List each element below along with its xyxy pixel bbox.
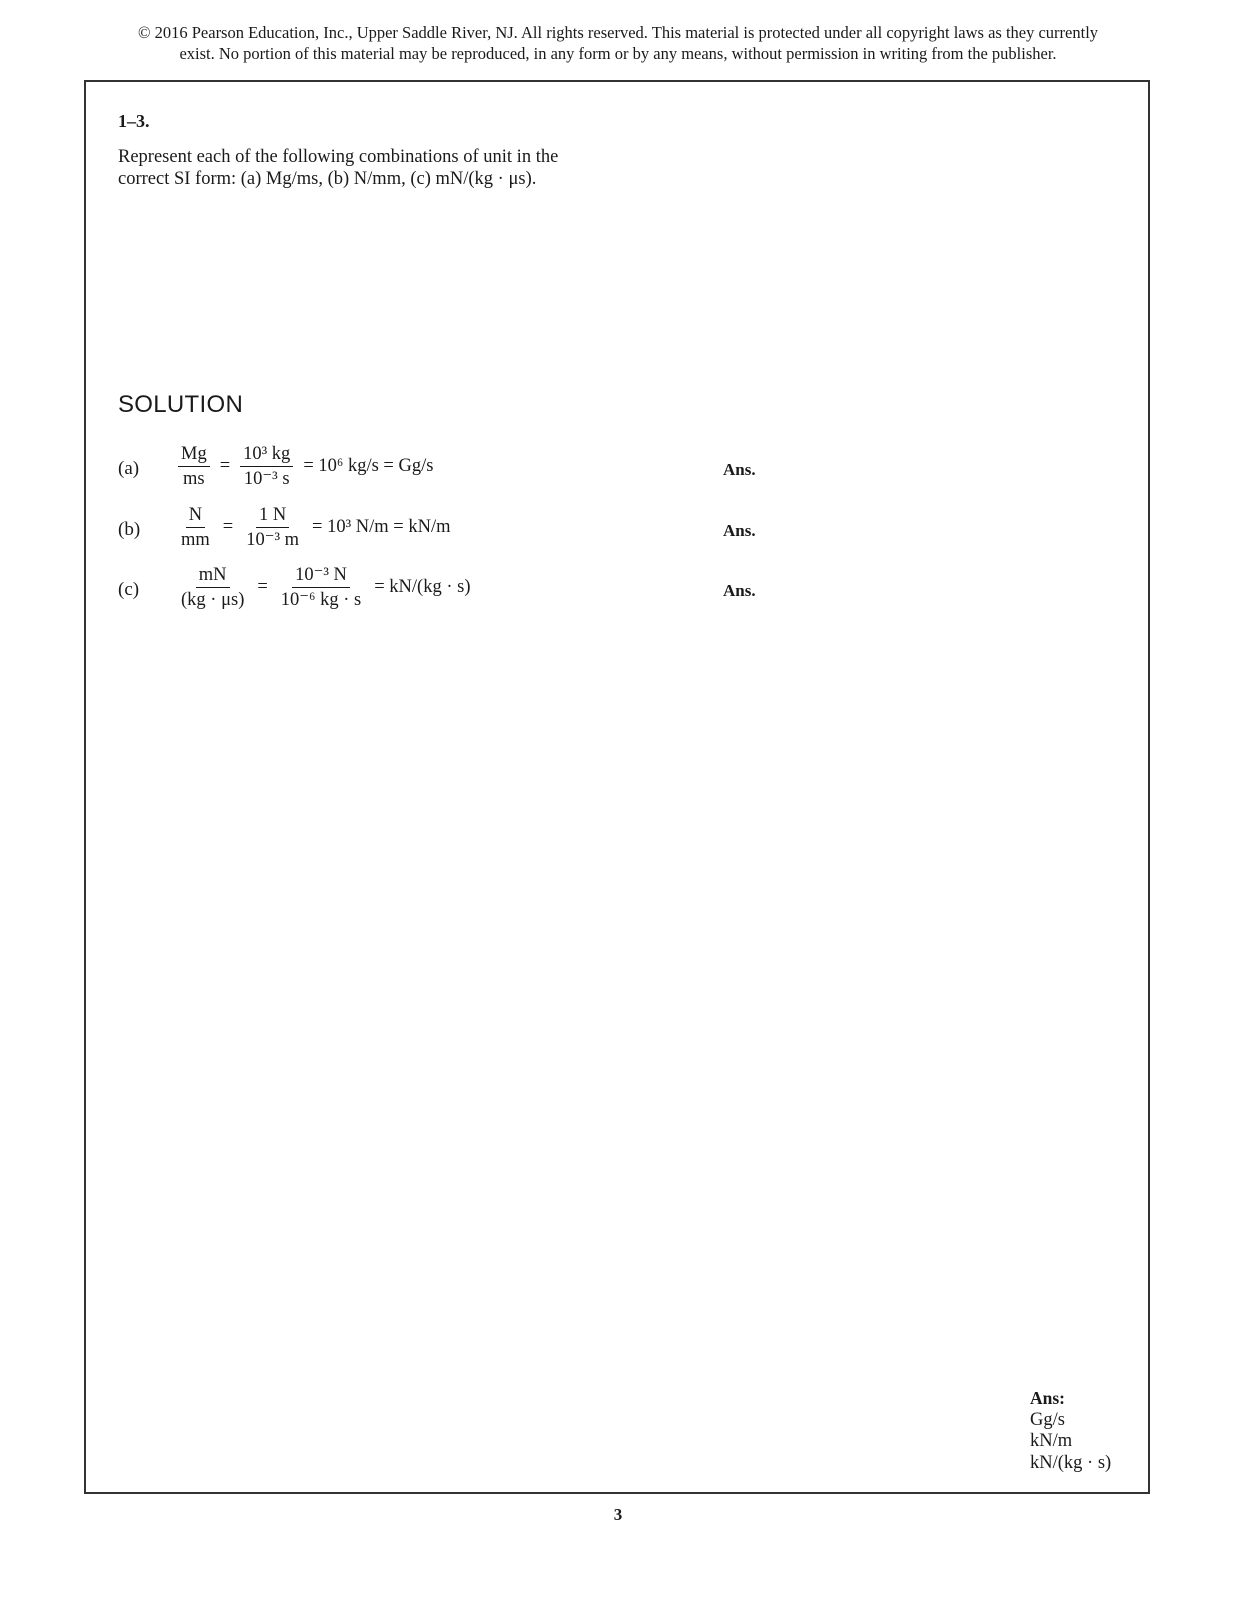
- numerator: 10³ kg: [240, 444, 293, 467]
- fraction: [240, 444, 293, 489]
- numerator: Mg: [178, 444, 210, 467]
- result: = 10³ N/m = kN/m: [312, 517, 451, 537]
- solution-part-a: [0, 440, 1236, 500]
- denominator: mm: [181, 530, 210, 550]
- result: = 10⁶ kg/s = Gg/s: [303, 456, 434, 476]
- part-label: (a): [118, 458, 140, 479]
- part-label: (b): [118, 519, 141, 540]
- solution-heading: SOLUTION: [118, 391, 244, 418]
- copyright-line-2: exist. No portion of this material may be reproduced, in any form or by any means, without permission in writing from the publisher.: [179, 44, 1057, 63]
- problem-statement: [118, 146, 598, 190]
- problem-statement-line-1: Represent each of the following combinations of unit in the: [118, 147, 559, 167]
- denominator: (kg · μs): [181, 590, 245, 610]
- solution-part-b: [0, 501, 1236, 561]
- answer-summary: [1030, 1388, 1111, 1474]
- problem-statement-line-2: correct SI form: (a) Mg/ms, (b) N/mm, (c) mN/(kg · μs).: [118, 169, 537, 189]
- answer-summary-title: Ans:: [1030, 1388, 1066, 1408]
- copyright-notice: [100, 22, 1136, 64]
- fraction: [243, 505, 302, 550]
- ans-tag: Ans.: [723, 460, 756, 479]
- answer-summary-item: kN/m: [1030, 1431, 1073, 1451]
- fraction: [278, 565, 364, 610]
- equals-sign: =: [257, 577, 268, 597]
- fraction: [178, 444, 210, 489]
- numerator: 10⁻³ N: [292, 565, 350, 588]
- problem-number: 1–3.: [118, 111, 150, 131]
- page-number: 3: [613, 1505, 623, 1524]
- part-label: (c): [118, 579, 140, 600]
- equation: [174, 444, 439, 489]
- fraction: [178, 505, 213, 550]
- content-frame: [84, 80, 1150, 1494]
- numerator: 1 N: [256, 505, 289, 528]
- fraction: [178, 565, 247, 610]
- result: = kN/(kg · s): [374, 577, 471, 597]
- equation: [174, 505, 457, 550]
- ans-tag: Ans.: [723, 581, 756, 600]
- answer-summary-item: Gg/s: [1030, 1409, 1065, 1430]
- denominator: 10⁻⁶ kg · s: [280, 590, 362, 610]
- numerator: N: [186, 505, 205, 528]
- numerator: mN: [196, 565, 230, 588]
- denominator: ms: [183, 469, 205, 489]
- equation: [174, 565, 477, 610]
- equals-sign: =: [219, 456, 231, 476]
- denominator: 10⁻³ m: [246, 530, 300, 550]
- ans-tag: Ans.: [723, 521, 756, 540]
- solution-part-c: [0, 561, 1236, 621]
- answer-summary-item: kN/(kg · s): [1030, 1452, 1112, 1473]
- copyright-line-1: © 2016 Pearson Education, Inc., Upper Saddle River, NJ. All rights reserved. This material is protected under all copyright laws as they currently: [137, 23, 1099, 42]
- denominator: 10⁻³ s: [243, 469, 290, 489]
- equals-sign: =: [222, 517, 234, 537]
